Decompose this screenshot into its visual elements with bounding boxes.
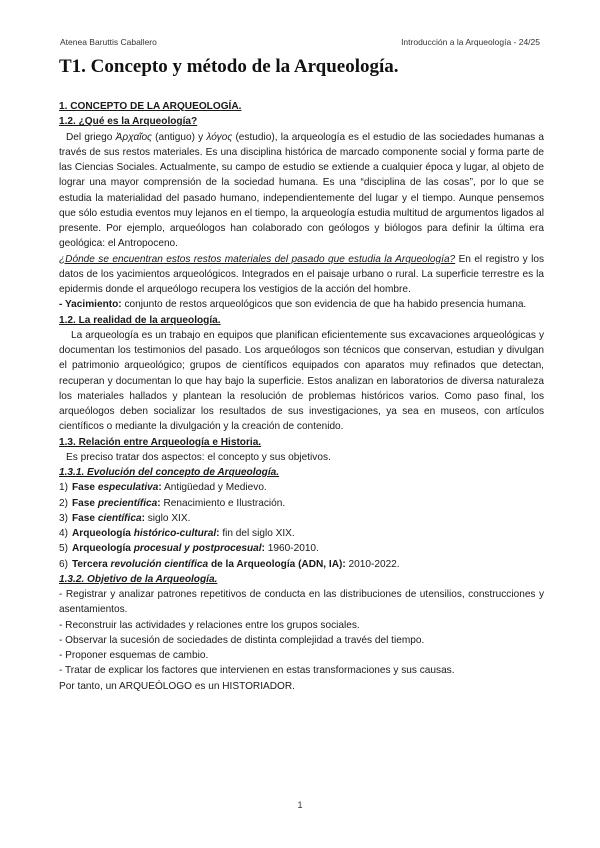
paragraph-reality: La arqueología es un trabajo en equipos que planifican eficientemente sus excavaciones arqueológicas y documentan los testimonios del pasado. Los arqueólogos son técnicos que conservan, estudian y divulgan el patrimonio arqueológico; grupos de científicos equipados con aparatos muy refinados que detectan, recuperan y documentan lo que hay bajo la superficie. Estos analizan en laboratorios de diversa naturaleza los materiales hallados y plantean la resolución de problemas históricos varios. Como paso final, los arqueólogos deben socializar los resultados de sus investigaciones, ya sea en museos, con artículos científicos o mediante la divulgación y la creación de contenido. bbox=[59, 329, 544, 433]
question-text: ¿Dónde se encuentran estos restos materiales del pasado que estudia la Arqueología? bbox=[59, 253, 456, 265]
text-span: Del griego bbox=[66, 131, 116, 143]
conclusion-text: Por tanto, un ARQUEÓLOGO es un HISTORIADOR. bbox=[59, 680, 295, 692]
term-definition: conjunto de restos arqueológicos que son evidencia de que ha habido presencia humana. bbox=[121, 299, 527, 311]
text-span: revolución científica bbox=[110, 558, 209, 570]
text-span: 1960-2010. bbox=[264, 543, 319, 555]
term-yacimiento: - Yacimiento: bbox=[59, 299, 122, 311]
paragraph-location bbox=[59, 252, 544, 298]
list-item bbox=[59, 511, 544, 526]
text-span: Renacimiento e Ilustración. bbox=[160, 497, 286, 509]
list-number: 4) bbox=[59, 528, 68, 539]
text-span: fin del siglo XIX. bbox=[219, 528, 295, 539]
text-span: precientífica bbox=[97, 497, 158, 509]
list-number: 3) bbox=[59, 512, 68, 524]
text-span: de la Arqueología (ADN, IA): bbox=[208, 558, 346, 570]
subsection-heading-relation: 1.3. Relación entre Arqueología e Historia. bbox=[59, 436, 262, 448]
text-span: Antigüedad y Medievo. bbox=[161, 482, 267, 494]
subsection-heading-what-is: 1.2. ¿Qué es la Arqueología? bbox=[59, 116, 198, 128]
list-item bbox=[59, 541, 544, 556]
text-span: siglo XIX. bbox=[144, 512, 191, 524]
objective-item: - Proponer esquemas de cambio. bbox=[59, 650, 209, 661]
objective-item: - Registrar y analizar patrones repetitivos de conducta en las distribuciones de utensilios, construcciones y asentamientos. bbox=[59, 589, 544, 616]
greek-word-logos: λόγος bbox=[206, 131, 233, 143]
list-number: 1) bbox=[59, 482, 68, 494]
text-span: : bbox=[157, 497, 161, 509]
text-span: 2010-2022. bbox=[345, 558, 400, 570]
list-number: 2) bbox=[59, 497, 68, 509]
objective-item: - Observar la sucesión de sociedades de distinta complejidad a través del tiempo. bbox=[59, 634, 425, 646]
text-span: Arqueología bbox=[72, 543, 134, 555]
list-number: 6) bbox=[59, 558, 68, 570]
text-span: : bbox=[216, 528, 220, 539]
paragraph-definition bbox=[59, 130, 544, 252]
list-item bbox=[59, 496, 544, 511]
subsection-heading-reality: 1.2. La realidad de la arqueología. bbox=[59, 314, 221, 326]
text-span: : bbox=[158, 482, 162, 494]
text-span: científica bbox=[97, 512, 142, 524]
subsubsection-heading-objective: 1.3.2. Objetivo de la Arqueología. bbox=[59, 573, 218, 585]
phase-list bbox=[59, 480, 544, 572]
list-item bbox=[59, 480, 544, 495]
text-span: Arqueología bbox=[72, 528, 134, 539]
page-title: T1. Concepto y método de la Arqueología. bbox=[59, 56, 399, 77]
greek-word-archaios: Ἀρχαῖος bbox=[115, 131, 152, 143]
list-number: 5) bbox=[59, 543, 68, 555]
header-course: Introducción a la Arqueología - 24/25 bbox=[401, 37, 540, 47]
objective-item: - Reconstruir las actividades y relaciones entre los grupos sociales. bbox=[59, 619, 360, 631]
text-span: histórico-cultural bbox=[133, 528, 217, 539]
document-body bbox=[59, 99, 544, 694]
text-span: Tercera bbox=[72, 558, 111, 570]
subsubsection-heading-evolution: 1.3.1. Evolución del concepto de Arqueología. bbox=[59, 467, 280, 478]
text-span: (estudio), la arqueología es el estudio de las sociedades humanas a través de sus restos materiales. Es una disciplina histórica de marcado componente social y forma parte de las Ciencias Sociales. Actualmente, su campo de estudio se extiende a cualquier época y lugar, al objeto de lograr una mayor comprensión de la sociedad humana. Es una “disciplina de las cosas”, por lo que se estudia la materialidad del pasado humano, independientemente del lugar y el tiempo. Aunque pensemos que sólo estudia eventos muy lejanos en el tiempo, la arqueología estudia multitud de argumentos ligados al presente. Por ejemplo, arqueólogos han colaborado con geólogos y biólogos para definir la última era geológica: el Antropoceno. bbox=[59, 131, 544, 250]
text-span: : bbox=[261, 543, 265, 555]
definition-yacimiento bbox=[59, 297, 544, 312]
list-item bbox=[59, 557, 544, 572]
text-span: (antiguo) y bbox=[151, 131, 207, 143]
text-span: procesual y postprocesual bbox=[133, 543, 262, 555]
section-heading: 1. CONCEPTO DE LA ARQUEOLOGÍA. bbox=[59, 101, 242, 112]
text-span: : bbox=[141, 512, 145, 524]
text-span: En el registro y los datos de los yacimientos arqueológicos. Integrados en el paisaje urbano o rural. La superficie terrestre es la epidermis donde el arqueólogo recupera los vestigios de la acción del hombre. bbox=[59, 253, 544, 295]
objective-item: - Tratar de explicar los factores que intervienen en estas transformaciones y sus causas. bbox=[59, 665, 455, 677]
text-span: especulativa bbox=[97, 482, 159, 494]
paragraph-intro: Es preciso tratar dos aspectos: el concepto y sus objetivos. bbox=[66, 451, 331, 463]
text-span: Fase bbox=[72, 512, 98, 524]
list-item bbox=[59, 526, 544, 541]
text-span: Fase bbox=[72, 482, 98, 494]
page-number: 1 bbox=[297, 800, 303, 810]
text-span: Fase bbox=[72, 497, 98, 509]
header-author: Atenea Baruttis Caballero bbox=[60, 37, 157, 47]
